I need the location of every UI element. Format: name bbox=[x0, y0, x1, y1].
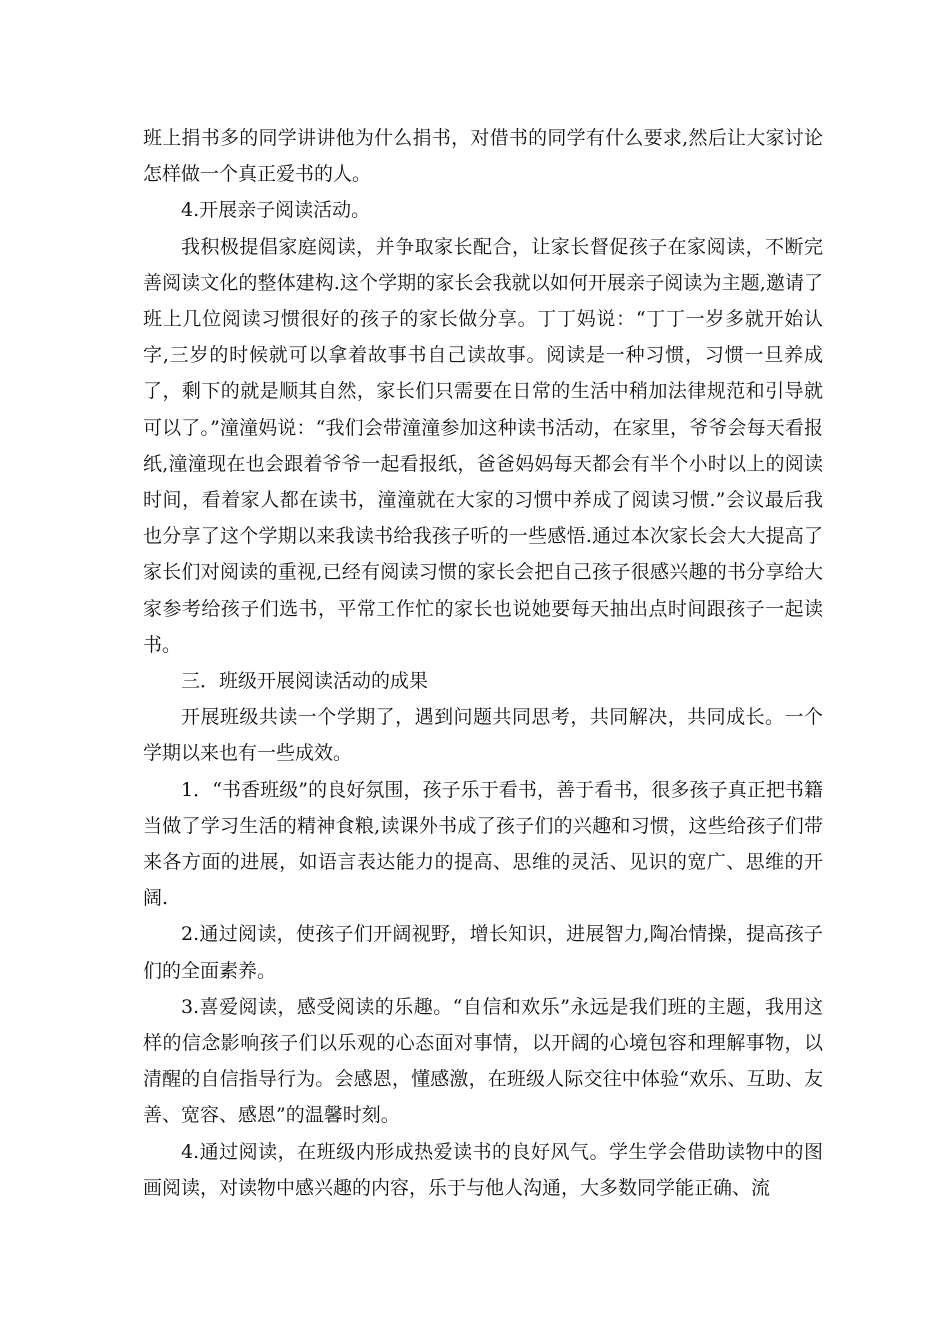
paragraph-8: 3.喜爱阅读，感受阅读的乐趣。“自信和欢乐”永远是我们班的主题，我用这样的信念影响孩子们以乐观的心态面对事情，以开阔的心境包容和理解事物，以清醒的自信指导行为。会感恩，懂感激，在班级人际交往中体验“欢乐、互助、友善、宽容、感恩”的温馨时刻。 bbox=[143, 995, 823, 1127]
document-body bbox=[143, 120, 823, 1206]
paragraph-6: 1．“书香班级”的良好氛围，孩子乐于看书，善于看书，很多孩子真正把书籍当做了学习生活的精神食粮,读课外书成了孩子们的兴趣和习惯，这些给孩子们带来各方面的进展，如语言表达能力的提高、思维的灵活、见识的宽广、思维的开阔. bbox=[143, 778, 823, 910]
paragraph-3: 我积极提倡家庭阅读，并争取家长配合，让家长督促孩子在家阅读，不断完善阅读文化的整体建构.这个学期的家长会我就以如何开展亲子阅读为主题,邀请了班上几位阅读习惯很好的孩子的家长做分享。丁丁妈说：“丁丁一岁多就开始认字,三岁的时候就可以拿着故事书自己读故事。阅读是一种习惯，习惯一旦养成了，剩下的就是顺其自然，家长们只需要在日常的生活中稍加法律规范和引导就可以了。”潼潼妈说：“我们会带潼潼参加这种读书活动，在家里，爷爷会每天看报纸,潼潼现在也会跟着爷爷一起看报纸，爸爸妈妈每天都会有半个小时以上的阅读时间，看着家人都在读书，潼潼就在大家的习惯中养成了阅读习惯.”会议最后我也分享了这个学期以来我读书给我孩子听的一些感悟.通过本次家长会大大提高了家长们对阅读的重视,已经有阅读习惯的家长会把自己孩子很感兴趣的书分享给大家参考给孩子们选书，平常工作忙的家长也说她要每天抽出点时间跟孩子一起读书。 bbox=[143, 235, 823, 656]
paragraph-9: 4.通过阅读，在班级内形成热爱读书的良好风气。学生学会借助读物中的图画阅读，对读物中感兴趣的内容，乐于与他人沟通，大多数同学能正确、流 bbox=[143, 1140, 823, 1199]
paragraph-4: 三．班级开展阅读活动的成果 bbox=[181, 670, 429, 693]
paragraph-5: 开展班级共读一个学期了，遇到问题共同思考，共同解决，共同成长。一个学期以来也有一些成效。 bbox=[143, 706, 823, 765]
paragraph-1: 班上捐书多的同学讲讲他为什么捐书，对借书的同学有什么要求,然后让大家讨论怎样做一个真正爱书的人。 bbox=[143, 127, 823, 186]
paragraph-2: 4.开展亲子阅读活动。 bbox=[181, 199, 371, 222]
paragraph-7: 2.通过阅读，使孩子们开阔视野，增长知识，进展智力,陶冶情操，提高孩子们的全面素养。 bbox=[143, 923, 823, 982]
